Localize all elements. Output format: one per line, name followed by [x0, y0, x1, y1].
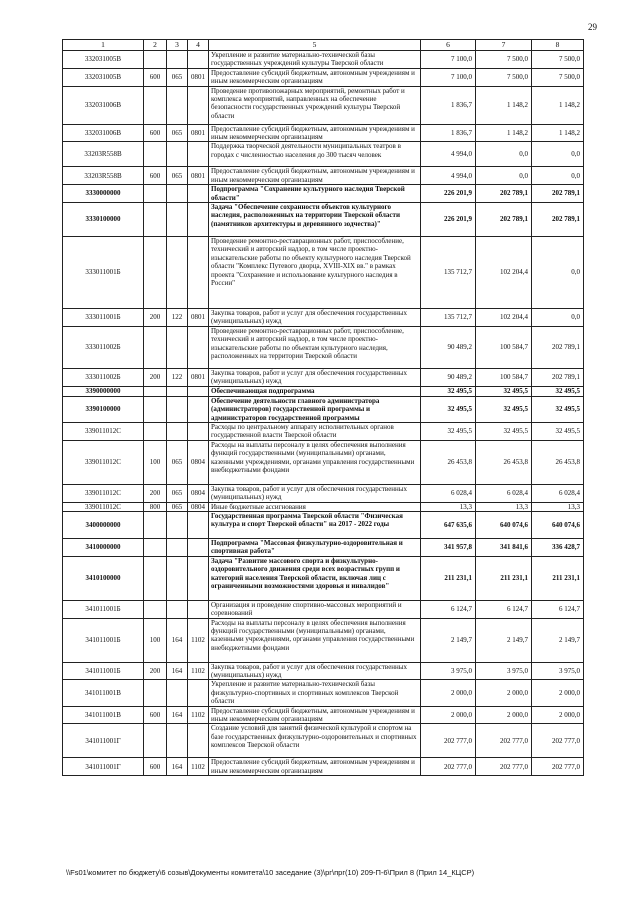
cell-administrator: 164: [167, 706, 188, 724]
cell-amount-year-3: 7 500,0: [532, 68, 584, 86]
cell-section: 0801: [188, 368, 209, 386]
cell-amount-year-1: 647 635,6: [421, 511, 476, 538]
cell-amount-year-3: 202 789,1: [532, 185, 584, 203]
cell-description: Задача "Обеспечение сохранности объектов культурного наследия, расположенных на территории Тверской области (памятников архитектуры и деревянного зодчества)": [209, 203, 421, 237]
cell-section: 1102: [188, 618, 209, 662]
cell-code: 341011001Б: [63, 662, 144, 680]
cell-description: Организация и проведение спортивно-массовых мероприятий и соревнований: [209, 600, 421, 618]
cell-code: 3410100000: [63, 556, 144, 600]
cell-section: 0804: [188, 440, 209, 484]
cell-amount-year-3: 26 453,8: [532, 440, 584, 484]
cell-description: Предоставление субсидий бюджетным, автономным учреждениям и иным некоммерческим организациям: [209, 758, 421, 776]
cell-code: 339011012С: [63, 422, 144, 440]
cell-code: 339011012С: [63, 440, 144, 484]
page-number: 29: [588, 22, 597, 32]
cell-section: [188, 511, 209, 538]
cell-administrator: [167, 386, 188, 396]
cell-amount-year-3: 0,0: [532, 167, 584, 185]
cell-section: 0801: [188, 167, 209, 185]
cell-section: [188, 185, 209, 203]
header-col-7: 7: [476, 40, 532, 51]
cell-amount-year-2: 13,3: [476, 502, 532, 511]
cell-section: [188, 142, 209, 167]
table-row: [63, 386, 584, 396]
cell-amount-year-2: 2 000,0: [476, 680, 532, 706]
cell-amount-year-2: 1 148,2: [476, 86, 532, 124]
cell-administrator: [167, 511, 188, 538]
header-col-8: 8: [532, 40, 584, 51]
cell-administrator: 065: [167, 484, 188, 502]
cell-code: 33203R558В: [63, 142, 144, 167]
table-row: [63, 724, 584, 758]
cell-amount-year-3: 32 495,5: [532, 386, 584, 396]
cell-amount-year-1: 2 000,0: [421, 680, 476, 706]
table-row: [63, 618, 584, 662]
table-row: [63, 502, 584, 511]
cell-amount-year-3: 0,0: [532, 142, 584, 167]
cell-section: 0804: [188, 502, 209, 511]
table-row: [63, 203, 584, 237]
cell-description: Государственная программа Тверской области "Физическая культура и спорт Тверской области" на 2017 - 2022 годы: [209, 511, 421, 538]
cell-amount-year-1: 2 149,7: [421, 618, 476, 662]
table-row: [63, 680, 584, 706]
cell-section: [188, 556, 209, 600]
cell-code: 333011002Б: [63, 326, 144, 368]
cell-administrator: 122: [167, 368, 188, 386]
table-row: [63, 167, 584, 185]
cell-expense-type: [144, 600, 167, 618]
cell-amount-year-1: 202 777,0: [421, 758, 476, 776]
cell-code: 3330000000: [63, 185, 144, 203]
table-row: [63, 440, 584, 484]
cell-amount-year-2: 100 584,7: [476, 368, 532, 386]
cell-amount-year-2: 32 495,5: [476, 386, 532, 396]
cell-amount-year-1: 341 957,8: [421, 538, 476, 556]
cell-expense-type: 600: [144, 68, 167, 86]
cell-description: Подпрограмма "Массовая физкультурно-оздоровительная и спортивная работа": [209, 538, 421, 556]
cell-amount-year-1: 4 994,0: [421, 142, 476, 167]
cell-section: 1102: [188, 706, 209, 724]
cell-amount-year-2: 6 028,4: [476, 484, 532, 502]
table-row: [63, 142, 584, 167]
cell-administrator: [167, 185, 188, 203]
table-row: [63, 758, 584, 776]
cell-amount-year-1: 226 201,9: [421, 185, 476, 203]
cell-amount-year-3: 0,0: [532, 309, 584, 327]
header-col-1: 1: [63, 40, 144, 51]
cell-description: Предоставление субсидий бюджетным, автономным учреждениям и иным некоммерческим организациям: [209, 124, 421, 142]
cell-administrator: 164: [167, 662, 188, 680]
cell-amount-year-3: 202 789,1: [532, 203, 584, 237]
cell-administrator: 065: [167, 502, 188, 511]
cell-expense-type: 600: [144, 758, 167, 776]
cell-administrator: 164: [167, 758, 188, 776]
cell-amount-year-2: 2 000,0: [476, 706, 532, 724]
cell-amount-year-1: 6 028,4: [421, 484, 476, 502]
cell-code: 3410000000: [63, 538, 144, 556]
cell-amount-year-1: 4 994,0: [421, 167, 476, 185]
table-row: [63, 326, 584, 368]
cell-administrator: 122: [167, 309, 188, 327]
cell-administrator: [167, 51, 188, 69]
cell-section: [188, 86, 209, 124]
cell-amount-year-1: 2 000,0: [421, 706, 476, 724]
cell-code: 339011012С: [63, 484, 144, 502]
cell-amount-year-3: 2 000,0: [532, 680, 584, 706]
cell-amount-year-1: 32 495,5: [421, 396, 476, 422]
cell-expense-type: 200: [144, 484, 167, 502]
cell-amount-year-3: 0,0: [532, 237, 584, 309]
cell-expense-type: [144, 680, 167, 706]
cell-amount-year-2: 640 074,6: [476, 511, 532, 538]
cell-administrator: [167, 724, 188, 758]
cell-amount-year-3: 6 028,4: [532, 484, 584, 502]
cell-description: Обеспечивающая подпрограмма: [209, 386, 421, 396]
cell-amount-year-1: 135 712,7: [421, 309, 476, 327]
cell-expense-type: [144, 724, 167, 758]
cell-description: Создание условий для занятий физической культурой и спортом на базе государственных физкультурно-оздоровительных и спортивных комплексов Тверской области: [209, 724, 421, 758]
table-row: [63, 86, 584, 124]
cell-amount-year-1: 26 453,8: [421, 440, 476, 484]
cell-amount-year-2: 0,0: [476, 167, 532, 185]
file-path-footer: \\Fs01\комитет по бюджету\6 созыв\Документы комитета\10 заседание (3)\рг\прг(10) 209-П-6\Прил 8 (Прил 14_КЦСР): [66, 868, 475, 877]
cell-amount-year-1: 3 975,0: [421, 662, 476, 680]
cell-description: Предоставление субсидий бюджетным, автономным учреждениям и иным некоммерческим организациям: [209, 706, 421, 724]
cell-amount-year-3: 2 000,0: [532, 706, 584, 724]
cell-description: Проведение противопожарных мероприятий, ремонтных работ и комплекса мероприятий, направленных на обеспечение безопасности государственных учреждений культуры Тверской области: [209, 86, 421, 124]
cell-expense-type: 600: [144, 124, 167, 142]
table-body: [63, 51, 584, 776]
cell-description: Укрепление и развитие материально-технической базы физкультурно-спортивных и спортивных комплексов Тверской области: [209, 680, 421, 706]
cell-section: [188, 538, 209, 556]
cell-amount-year-1: 1 836,7: [421, 86, 476, 124]
cell-amount-year-2: 6 124,7: [476, 600, 532, 618]
table-row: [63, 185, 584, 203]
cell-expense-type: [144, 538, 167, 556]
cell-code: 33203R558В: [63, 167, 144, 185]
cell-administrator: 065: [167, 440, 188, 484]
cell-section: [188, 51, 209, 69]
cell-section: [188, 326, 209, 368]
cell-administrator: 065: [167, 167, 188, 185]
cell-code: 341011001Б: [63, 618, 144, 662]
cell-amount-year-1: 211 231,1: [421, 556, 476, 600]
cell-amount-year-2: 32 495,5: [476, 422, 532, 440]
cell-amount-year-1: 7 100,0: [421, 68, 476, 86]
cell-code: 332031006В: [63, 124, 144, 142]
header-col-5: 5: [209, 40, 421, 51]
cell-section: [188, 237, 209, 309]
cell-expense-type: 600: [144, 706, 167, 724]
cell-amount-year-2: 211 231,1: [476, 556, 532, 600]
cell-code: 332031005В: [63, 51, 144, 69]
cell-description: Поддержка творческой деятельности муниципальных театров в городах с численностью населения до 300 тысяч человек: [209, 142, 421, 167]
cell-description: Предоставление субсидий бюджетным, автономным учреждениям и иным некоммерческим организациям: [209, 167, 421, 185]
table-row: [63, 538, 584, 556]
cell-amount-year-1: 32 495,5: [421, 422, 476, 440]
cell-expense-type: [144, 422, 167, 440]
cell-amount-year-2: 102 204,4: [476, 237, 532, 309]
cell-administrator: [167, 556, 188, 600]
header-col-6: 6: [421, 40, 476, 51]
cell-amount-year-3: 3 975,0: [532, 662, 584, 680]
cell-amount-year-2: 202 777,0: [476, 724, 532, 758]
table-row: [63, 484, 584, 502]
cell-amount-year-2: 202 789,1: [476, 203, 532, 237]
cell-section: [188, 386, 209, 396]
cell-code: 341011001Г: [63, 758, 144, 776]
cell-administrator: [167, 237, 188, 309]
cell-section: 0801: [188, 309, 209, 327]
cell-administrator: [167, 538, 188, 556]
cell-amount-year-2: 102 204,4: [476, 309, 532, 327]
cell-code: 3390100000: [63, 396, 144, 422]
cell-administrator: [167, 422, 188, 440]
cell-amount-year-1: 1 836,7: [421, 124, 476, 142]
cell-code: 341011001Г: [63, 724, 144, 758]
table-row: [63, 124, 584, 142]
cell-amount-year-1: 90 489,2: [421, 368, 476, 386]
cell-amount-year-3: 202 789,1: [532, 368, 584, 386]
cell-amount-year-1: 6 124,7: [421, 600, 476, 618]
table-row: [63, 556, 584, 600]
cell-amount-year-2: 0,0: [476, 142, 532, 167]
cell-amount-year-3: 202 777,0: [532, 758, 584, 776]
table-row: [63, 68, 584, 86]
cell-amount-year-3: 1 148,2: [532, 124, 584, 142]
cell-section: 0801: [188, 68, 209, 86]
cell-amount-year-1: 90 489,2: [421, 326, 476, 368]
cell-code: 333011001Б: [63, 309, 144, 327]
cell-expense-type: [144, 511, 167, 538]
cell-section: 1102: [188, 758, 209, 776]
cell-expense-type: [144, 326, 167, 368]
cell-amount-year-1: 32 495,5: [421, 386, 476, 396]
cell-description: Подпрограмма "Сохранение культурного наследия Тверской области": [209, 185, 421, 203]
cell-section: 0804: [188, 484, 209, 502]
cell-code: 339011012С: [63, 502, 144, 511]
table-row: [63, 368, 584, 386]
cell-description: Закупка товаров, работ и услуг для обеспечения государственных (муниципальных) нужд: [209, 484, 421, 502]
cell-expense-type: 100: [144, 618, 167, 662]
cell-description: Проведение ремонтно-реставрационных работ, приспособление, технический и авторский надзор, в том числе проектно-изыскательские работы по объекту культурного наследия Тверской области "Комплекс Путевого дворца, XVIII-XIX вв." в рамках проекта "Сохранение и использование культурного наследия в России": [209, 237, 421, 309]
cell-expense-type: [144, 185, 167, 203]
cell-code: 341011001В: [63, 680, 144, 706]
cell-amount-year-3: 2 149,7: [532, 618, 584, 662]
cell-code: 333011001Б: [63, 237, 144, 309]
cell-administrator: [167, 142, 188, 167]
cell-administrator: [167, 326, 188, 368]
cell-description: Расходы по центральному аппарату исполнительных органов государственной власти Тверской области: [209, 422, 421, 440]
cell-amount-year-3: 32 495,5: [532, 396, 584, 422]
cell-amount-year-2: 3 975,0: [476, 662, 532, 680]
cell-administrator: 164: [167, 618, 188, 662]
cell-description: Закупка товаров, работ и услуг для обеспечения государственных (муниципальных) нужд: [209, 662, 421, 680]
cell-code: 3400000000: [63, 511, 144, 538]
cell-description: Расходы на выплаты персоналу в целях обеспечения выполнения функций государственными (муниципальными) органами, казенными учреждениями, органами управления государственными внебюджетными фондами: [209, 618, 421, 662]
cell-amount-year-3: 336 428,7: [532, 538, 584, 556]
cell-code: 333011002Б: [63, 368, 144, 386]
cell-amount-year-1: 7 100,0: [421, 51, 476, 69]
cell-description: Укрепление и развитие материально-технической базы государственных учреждений культуры Тверской области: [209, 51, 421, 69]
cell-amount-year-3: 202 789,1: [532, 326, 584, 368]
cell-expense-type: [144, 86, 167, 124]
header-col-4: 4: [188, 40, 209, 51]
cell-expense-type: [144, 142, 167, 167]
table-row: [63, 706, 584, 724]
cell-amount-year-3: 211 231,1: [532, 556, 584, 600]
cell-description: Иные бюджетные ассигнования: [209, 502, 421, 511]
cell-section: 1102: [188, 662, 209, 680]
cell-amount-year-1: 13,3: [421, 502, 476, 511]
cell-amount-year-2: 2 149,7: [476, 618, 532, 662]
cell-amount-year-2: 202 789,1: [476, 185, 532, 203]
cell-expense-type: [144, 51, 167, 69]
cell-code: 341011001В: [63, 706, 144, 724]
cell-description: Закупка товаров, работ и услуг для обеспечения государственных (муниципальных) нужд: [209, 309, 421, 327]
header-col-2: 2: [144, 40, 167, 51]
cell-amount-year-2: 7 500,0: [476, 68, 532, 86]
table-row: [63, 309, 584, 327]
cell-amount-year-1: 202 777,0: [421, 724, 476, 758]
cell-amount-year-2: 100 584,7: [476, 326, 532, 368]
cell-section: [188, 680, 209, 706]
cell-code: 3330100000: [63, 203, 144, 237]
cell-code: 341011001Б: [63, 600, 144, 618]
cell-amount-year-3: 7 500,0: [532, 51, 584, 69]
cell-code: 332031006В: [63, 86, 144, 124]
cell-section: [188, 422, 209, 440]
cell-amount-year-2: 202 777,0: [476, 758, 532, 776]
table-row: [63, 396, 584, 422]
cell-amount-year-2: 1 148,2: [476, 124, 532, 142]
cell-amount-year-3: 1 148,2: [532, 86, 584, 124]
cell-expense-type: [144, 237, 167, 309]
cell-expense-type: 800: [144, 502, 167, 511]
cell-description: Задача "Развитие массового спорта и физкультурно-оздоровительного движения среди всех возрастных групп и категорий населения Тверской области, включая лиц с ограниченными возможностями здоровья и инвалидов": [209, 556, 421, 600]
cell-code: 3390000000: [63, 386, 144, 396]
cell-description: Проведение ремонтно-реставрационных работ, приспособление, технический и авторский надзор, в том числе проектно-изыскательские работы по объектам культурного наследия, расположенных на территории Тверской области: [209, 326, 421, 368]
cell-administrator: 065: [167, 124, 188, 142]
cell-section: [188, 600, 209, 618]
cell-expense-type: 200: [144, 662, 167, 680]
cell-section: [188, 724, 209, 758]
cell-amount-year-1: 226 201,9: [421, 203, 476, 237]
cell-expense-type: 200: [144, 309, 167, 327]
cell-expense-type: [144, 396, 167, 422]
table-row: [63, 600, 584, 618]
cell-amount-year-2: 26 453,8: [476, 440, 532, 484]
table-row: [63, 422, 584, 440]
cell-expense-type: [144, 386, 167, 396]
cell-expense-type: 100: [144, 440, 167, 484]
cell-administrator: [167, 86, 188, 124]
cell-expense-type: [144, 203, 167, 237]
cell-amount-year-2: 32 495,5: [476, 396, 532, 422]
cell-administrator: [167, 396, 188, 422]
cell-expense-type: [144, 556, 167, 600]
cell-description: Расходы на выплаты персоналу в целях обеспечения выполнения функций государственными (муниципальными) органами, казенными учреждениями, органами управления государственными внебюджетными фондами: [209, 440, 421, 484]
cell-code: 332031005В: [63, 68, 144, 86]
cell-section: [188, 396, 209, 422]
cell-amount-year-3: 13,3: [532, 502, 584, 511]
cell-amount-year-3: 6 124,7: [532, 600, 584, 618]
header-col-3: 3: [167, 40, 188, 51]
cell-amount-year-3: 640 074,6: [532, 511, 584, 538]
cell-description: Предоставление субсидий бюджетным, автономным учреждениям и иным некоммерческим организациям: [209, 68, 421, 86]
cell-administrator: [167, 680, 188, 706]
cell-expense-type: 600: [144, 167, 167, 185]
table-row: [63, 51, 584, 69]
cell-administrator: [167, 203, 188, 237]
cell-amount-year-2: 7 500,0: [476, 51, 532, 69]
table-row: [63, 237, 584, 309]
cell-description: Обеспечение деятельности главного администратора (администраторов) государственной программы и администраторов государственной программы: [209, 396, 421, 422]
table-row: [63, 511, 584, 538]
cell-administrator: 065: [167, 68, 188, 86]
cell-administrator: [167, 600, 188, 618]
cell-amount-year-1: 135 712,7: [421, 237, 476, 309]
cell-expense-type: 200: [144, 368, 167, 386]
budget-table: [62, 39, 584, 776]
cell-section: [188, 203, 209, 237]
table-header-row: [63, 40, 584, 51]
cell-section: 0801: [188, 124, 209, 142]
cell-amount-year-3: 32 495,5: [532, 422, 584, 440]
cell-amount-year-2: 341 841,6: [476, 538, 532, 556]
table-row: [63, 662, 584, 680]
cell-amount-year-3: 202 777,0: [532, 724, 584, 758]
cell-description: Закупка товаров, работ и услуг для обеспечения государственных (муниципальных) нужд: [209, 368, 421, 386]
